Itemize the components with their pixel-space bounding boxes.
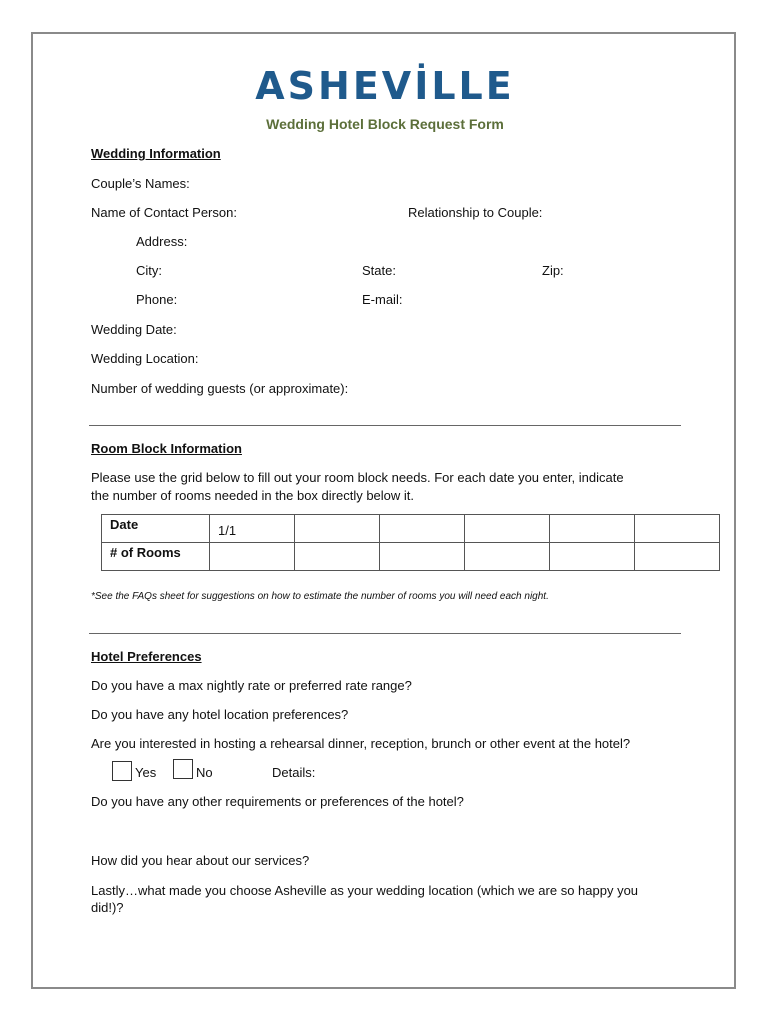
date-cell[interactable] (465, 515, 550, 543)
other-requirements-question: Do you have any other requirements or preferences of the hotel? (91, 794, 464, 809)
rooms-cell[interactable] (465, 543, 550, 571)
rooms-cell[interactable] (380, 543, 465, 571)
faq-note: *See the FAQs sheet for suggestions on how to estimate the number of rooms you will need each night. (91, 591, 549, 602)
yes-checkbox[interactable] (112, 761, 132, 781)
address-label: Address: (136, 234, 188, 249)
wedding-date-label: Wedding Date: (91, 322, 177, 337)
details-label: Details: (272, 765, 316, 780)
rooms-cell[interactable] (295, 543, 380, 571)
rooms-row-label: # of Rooms (102, 543, 210, 571)
no-checkbox[interactable] (173, 759, 193, 779)
table-row-rooms (102, 543, 720, 571)
couples-names-label: Couple’s Names: (91, 176, 190, 191)
rooms-cell[interactable] (635, 543, 720, 571)
contact-person-label: Name of Contact Person: (91, 205, 237, 220)
form-title: Wedding Hotel Block Request Form (266, 116, 504, 132)
section-divider (89, 425, 681, 426)
zip-label: Zip: (542, 263, 564, 278)
table-row-dates (102, 515, 720, 543)
room-block-heading: Room Block Information (91, 441, 242, 456)
yes-label: Yes (135, 765, 157, 780)
phone-label: Phone: (136, 292, 178, 307)
city-label: City: (136, 263, 162, 278)
hotel-prefs-heading: Hotel Preferences (91, 649, 202, 664)
room-block-instructions-2: the number of rooms needed in the box directly below it. (91, 488, 415, 503)
rooms-cell[interactable] (550, 543, 635, 571)
guests-label: Number of wedding guests (or approximate): (91, 381, 349, 396)
event-question: Are you interested in hosting a rehearsal dinner, reception, brunch or other event at the hotel? (91, 736, 631, 751)
email-label: E-mail: (362, 292, 403, 307)
asheville-logo: ASHEVİLLE (255, 64, 515, 108)
date-cell[interactable] (550, 515, 635, 543)
relationship-label: Relationship to Couple: (408, 205, 543, 220)
lastly-question-1: Lastly…what made you choose Asheville as your wedding location (which we are so happy you (91, 883, 639, 898)
date-row-label: Date (102, 515, 210, 543)
date-cell[interactable] (635, 515, 720, 543)
room-block-grid (101, 514, 720, 571)
wedding-info-heading: Wedding Information (91, 146, 221, 161)
date-cell[interactable]: 1/1 (210, 515, 295, 543)
state-label: State: (362, 263, 396, 278)
date-cell[interactable] (380, 515, 465, 543)
rate-question: Do you have a max nightly rate or preferred rate range? (91, 678, 412, 693)
room-block-instructions-1: Please use the grid below to fill out your room block needs. For each date you enter, indicate (91, 470, 624, 485)
hear-about-question: How did you hear about our services? (91, 853, 310, 868)
wedding-location-label: Wedding Location: (91, 351, 199, 366)
no-label: No (196, 765, 213, 780)
lastly-question-2: did!)? (91, 900, 124, 915)
section-divider (89, 633, 681, 634)
date-cell[interactable] (295, 515, 380, 543)
rooms-cell[interactable] (210, 543, 295, 571)
location-question: Do you have any hotel location preferences? (91, 707, 349, 722)
